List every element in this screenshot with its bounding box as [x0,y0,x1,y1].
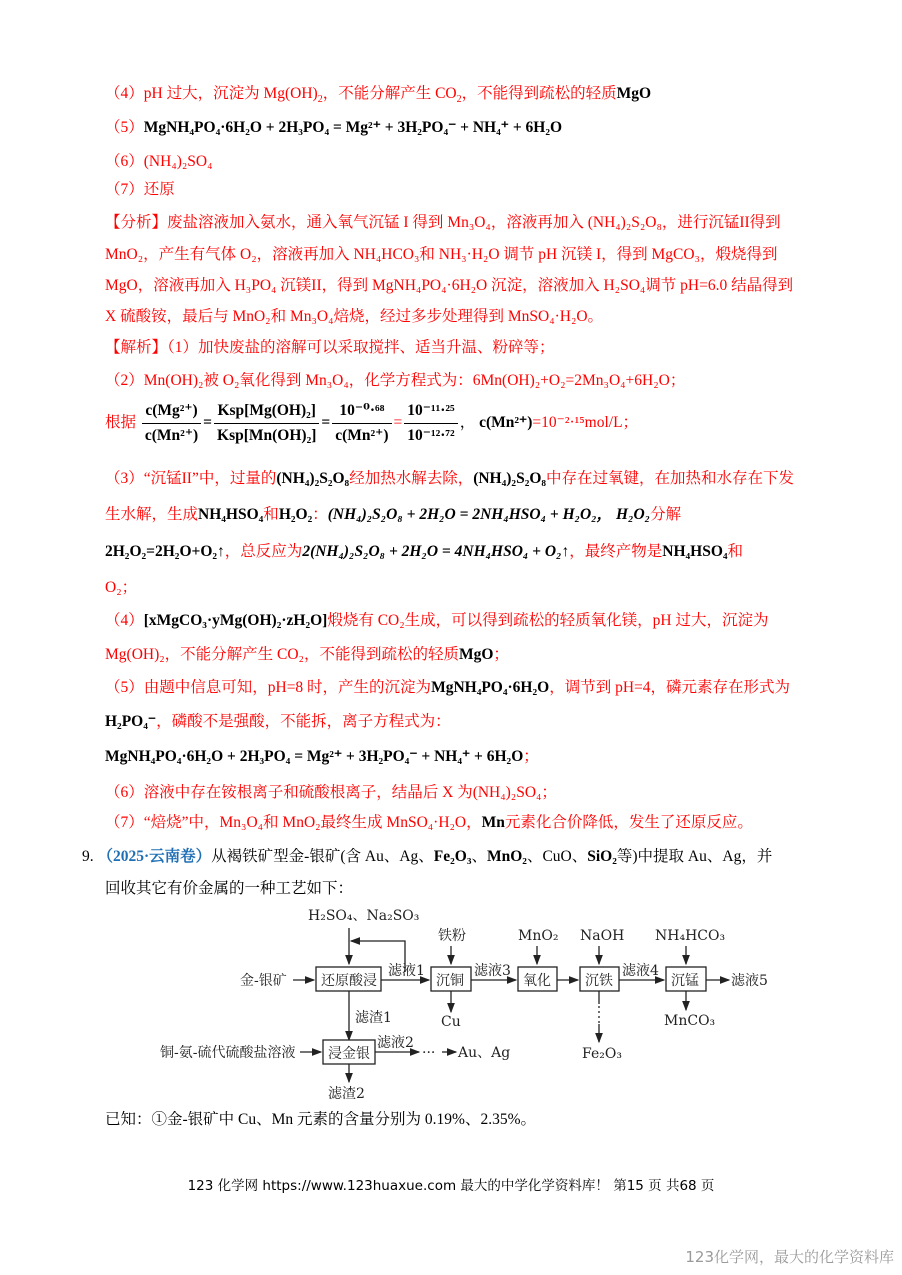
fraction-2-num: Ksp[Mg(OH)₂] [214,400,319,424]
p3-l2-text-c: ： [312,506,328,523]
p5-l2-text: ，磷酸不是强酸，不能拆，离子方程式为： [156,713,451,730]
p5-text-a: （5）由题中信息可知，pH=8 时，产生的沉淀为 [105,679,432,696]
fraction-1 [142,400,201,447]
p5-chem: MgNH₄PO₄·6H₂O [431,679,550,696]
watermark [685,1246,894,1267]
p5-equation: MgNH₄PO₄·6H₂O + 2H₃PO₄ = Mg²⁺ + 3H₂PO₄⁻ + NH₄⁺ + 6H₂O [105,748,524,765]
explanation-5-line-2 [105,712,451,732]
p5-equation-end: ； [523,748,539,765]
fraction-3-num: 10⁻⁰·⁶⁸ [332,400,391,424]
p4-chem: [xMgCO₃·yMg(OH)₂·zH₂O] [143,612,328,629]
analysis-line-1 [105,213,781,233]
chem-sio2: SiO₂ [587,848,617,865]
analysis-line-4 [105,307,603,327]
fraction-3 [332,400,391,447]
question-text-b: 、CuO、 [526,848,588,865]
box-iron-precip-label: 沉铁 [585,973,613,989]
label-filtrate4: 滤液4 [622,963,659,979]
box-gold-silver-leach-label: 浸金银 [328,1046,370,1062]
question-source: （2025·云南卷） [97,848,212,865]
p3-l3-text-a: ，总反应为 [224,543,303,560]
question-text-2: 回收其它有价金属的一种工艺如下： [105,880,354,897]
analysis-line-2 [105,245,777,265]
explanation-3-line-3 [105,542,743,562]
process-flowchart [140,900,780,1100]
p5-text-b: ，调节到 pH=4，磷元素存在形式为 [549,679,791,696]
fraction-3-den: c(Mn²⁺) [335,427,389,444]
p4-l2-end: ； [493,646,509,663]
explanation-line-1 [105,338,555,358]
chem-fe2o3: Fe₂O₃ [433,848,472,865]
explanation-line-2 [105,371,685,391]
explanation-p1: （1）加快废盐的溶解可以采取搅拌、适当升温、粉碎等； [167,339,555,356]
answer-7 [105,180,175,200]
analysis-text-3: MgO，溶液再加入 H₃PO₄ 沉镁II，得到 MgNH₄PO₄·6H₂O 沉淀，溶液加入 H₂SO₄调节 pH=6.0 结晶得到 [105,277,794,294]
explanation-3-line-1 [105,469,794,489]
answer-6-text: (NH₄)₂SO₄ [143,153,213,170]
label-filtrate1: 滤液1 [388,963,425,979]
explanation-4-line-2 [105,645,509,665]
box-reduction-leach-label: 还原酸浸 [321,973,377,989]
p3-l3-text-c: 和 [727,543,744,560]
p3-l4-text: O₂； [105,579,138,596]
known-text: 已知：①金-银矿中 Cu、Mn 元素的含量分别为 0.19%、2.35%。 [105,1111,536,1128]
question-number: 9. [82,848,94,865]
answer-5-number: （5） [105,119,144,136]
answer-7-number: （7） [105,181,144,198]
p3-text-c: 中存在过氧键，在加热和水存在下发 [546,470,795,487]
fraction-4 [404,400,457,447]
mn-concentration-lhs: c(Mn²⁺) [479,414,533,432]
reagent-h2so4-na2so3: H₂SO₄、Na₂SO₃ [308,908,420,924]
label-filtrate2: 滤液2 [377,1035,414,1051]
answer-4-formula: MgO [616,85,652,102]
reagent-iron-powder: 铁粉 [438,928,466,944]
product-cu: Cu [441,1014,461,1030]
p3-l3-equation-2: 2(NH₄)₂S₂O₈ + 2H₂O = 4NH₄HSO₄ + O₂↑ [302,543,570,560]
analysis-line-3 [105,276,793,296]
label-filtrate3: 滤液3 [474,963,511,979]
answer-4-text3: ，不能得到疏松的轻质 [461,85,617,102]
input-ore: 金-银矿 [240,973,287,989]
label-filtrate5: 滤液5 [731,973,768,989]
answer-5-equation: MgNH₄PO₄·6H₂O + 2H₃PO₄ = Mg²⁺ + 3H₂PO₄⁻ + NH₄⁺ + 6H₂O [143,119,563,136]
p3-l2-text-b: 和 [263,506,279,523]
explanation-5-line-3 [105,747,539,767]
product-mnco3: MnCO₃ [664,1013,716,1029]
answer-4-number: （4） [105,85,144,102]
p4-l2-chem: MgO [458,646,494,663]
explanation-3-line-2 [105,505,681,525]
product-au-ag: Au、Ag [458,1045,511,1061]
question-text-c: 等)中提取 Au、Ag，并 [616,848,773,865]
fraction-2-den: Ksp[Mn(OH)₂] [217,427,317,444]
p6-text: （6）溶液中存在铵根离子和硫酸根离子，结晶后 X 为(NH₄)₂SO₄； [105,784,557,801]
p3-text-a: （3）“沉锰II”中，过量的 [105,470,277,487]
p7-text-b: 元素化合价降低，发生了还原反应。 [504,814,753,831]
p3-l2-chem-2: H₂O₂ [278,506,313,523]
answer-5 [105,118,562,138]
fraction-1-den: c(Mn²⁺) [144,427,199,444]
p4-number: （4） [105,612,144,629]
analysis-text-2: MnO₂，产生有气体 O₂，溶液再加入 NH₄HCO₃和 NH₃·H₂O 调节 pH 沉镁 I，得到 MgCO₃，煅烧得到 [105,246,778,263]
question-separator: 、 [471,848,487,865]
p3-l2-text-d: 分解 [650,506,682,523]
page-footer [0,1174,902,1194]
p3-text-b: 经加热水解去除， [349,470,474,487]
p3-l2-chem-1: NH₄HSO₄ [198,506,264,523]
answer-6 [105,152,213,172]
p3-l2-equation: (NH₄)₂S₂O₈ + 2H₂O = 2NH₄HSO₄ + H₂O₂， H₂O₂ [327,506,651,523]
watermark-text: 123化学网，最大的化学资料库 [685,1248,894,1266]
question-9-line-2 [105,879,353,899]
analysis-text-4: X 硫酸铵，最后与 MnO₂和 Mn₃O₄焙烧，经过多步处理得到 MnSO₄·H₂O。 [105,308,604,325]
reagent-mno2: MnO₂ [518,928,559,944]
analysis-label: 【分析】 [105,214,168,231]
box-oxidation-label: 氧化 [523,973,551,989]
chem-mno2: MnO₂ [486,848,527,865]
known-info [105,1110,536,1130]
p5-l2-chem: H₂PO₄⁻ [105,713,157,730]
product-fe2o3: Fe₂O₃ [582,1046,622,1062]
explanation-3-line-4 [105,578,137,598]
fraction-2 [214,400,319,447]
fraction-4-den: 10⁻¹²·⁷² [407,427,455,444]
explanation-7 [105,813,753,833]
p3-l3-chem: NH₄HSO₄ [662,543,728,560]
question-text-a: 从褐铁矿型金-银矿(含 Au、Ag、 [211,848,434,865]
p3-l2-text-a: 生水解，生成 [105,506,199,523]
explanation-4-line-1 [105,611,768,631]
ksp-prefix: 根据 [105,414,137,432]
p3-chem-2: (NH₄)₂S₂O₈ [473,470,547,487]
explanation-5-line-1 [105,678,790,698]
answer-4-text: pH 过大，沉淀为 Mg(OH) [143,85,318,102]
p7-chem: Mn [481,814,505,831]
p3-chem-1: (NH₄)₂S₂O₈ [276,470,350,487]
explanation-p2: （2）Mn(OH)₂被 O₂氧化得到 Mn₃O₄，化学方程式为：6Mn(OH)₂+O₂=2Mn₃O₄+6H₂O； [105,372,686,389]
reagent-naoh: NaOH [580,928,625,944]
ellipsis: ··· [422,1045,436,1061]
answer-4: （4）pH 过大，沉淀为 $Mg(OH)_2$，不能分解产生 $CO_2$，不能得到疏松的轻质MgO [105,85,652,106]
box-copper-precip-label: 沉铜 [436,973,464,989]
ksp-equation: 根据 $\frac{\text{c(Mg²⁺)}}{\text{c(Mn²⁺)}}$ = $\frac{\text{Ksp[Mg(OH)₂]}}{\text{Ksp[Mn(OH)₂]}}$ = $\frac{\text{10⁻⁰·⁶⁸}}{\text{c(Mn²⁺)}}$ = $\frac{\text{10⁻¹¹·²⁵}}{\text{10⁻¹²·⁷²}}$ ， c(Mn²⁺)=10⁻²·¹⁵mol/L； [105,400,638,447]
mn-concentration-value: =10⁻²·¹⁵mol/L； [532,414,639,432]
input-solution: 铜-氨-硫代硫酸盐溶液 [160,1045,296,1061]
p4-text: 煅烧有 CO₂生成，可以得到疏松的轻质氧化镁，pH 过大，沉淀为 [327,612,769,629]
label-residue2: 滤渣2 [328,1086,365,1100]
analysis-text-1: 废盐溶液加入氨水，通入氧气沉锰 I 得到 Mn₃O₄，溶液再加入 (NH₄)₂S₂O₈，进行沉锰II得到 [167,214,781,231]
p4-l2-text: Mg(OH)₂，不能分解产生 CO₂，不能得到疏松的轻质 [105,646,459,663]
answer-4-text2: ，不能分解产生 CO [322,85,457,102]
explanation-label: 【解析】 [105,339,168,356]
box-manganese-precip-label: 沉锰 [671,973,699,989]
p3-l3-equation-1: 2H₂O₂=2H₂O+O₂↑ [105,543,225,560]
explanation-6 [105,783,557,803]
answer-6-number: （6） [105,153,144,170]
answer-7-text: 还原 [143,181,175,198]
p3-l3-text-b: ，最终产物是 [569,543,663,560]
fraction-1-num: c(Mg²⁺) [142,400,201,424]
reagent-nh4hco3: NH₄HCO₃ [655,928,726,944]
label-residue1: 滤渣1 [355,1010,392,1026]
fraction-4-num: 10⁻¹¹·²⁵ [404,400,457,424]
footer-text: 123 化学网 https://www.123huaxue.com 最大的中学化学资料库！ 第15 页 共68 页 [187,1178,715,1194]
question-9-line-1 [82,847,772,867]
p7-text-a: （7）“焙烧”中，Mn₃O₄和 MnO₂最终生成 MnSO₄·H₂O， [105,814,482,831]
